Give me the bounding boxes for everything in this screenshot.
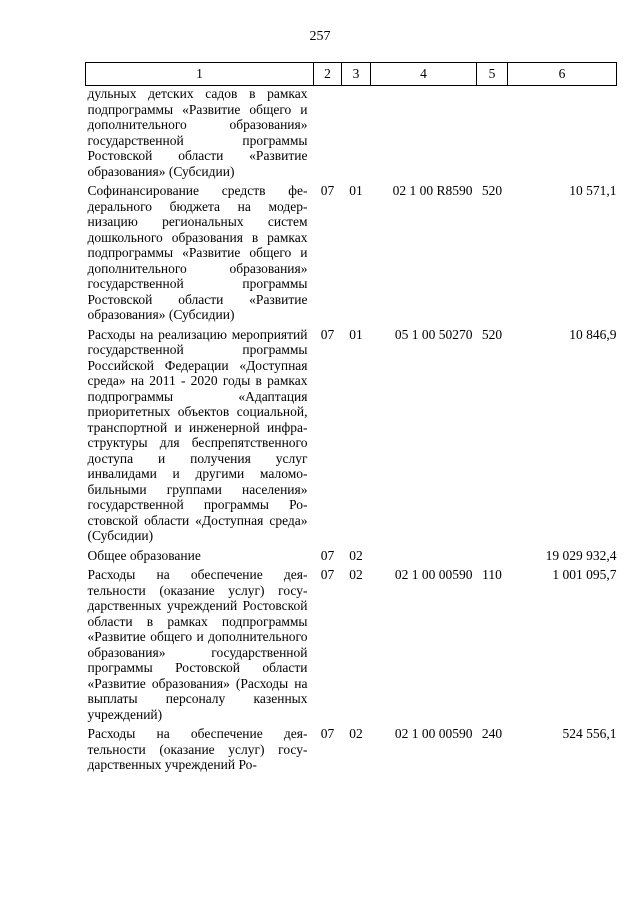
header-col-2: 2 — [314, 63, 342, 86]
table-body — [86, 86, 617, 777]
page-number: 257 — [309, 29, 331, 44]
row-amount: 10 571,1 — [569, 183, 617, 198]
budget-table — [85, 62, 617, 777]
row-subsection: 02 — [349, 567, 363, 582]
table-header — [86, 63, 617, 86]
row-subsection: 01 — [349, 183, 363, 198]
row-target-code — [371, 548, 477, 568]
row-section: 07 — [320, 183, 335, 198]
header-col-6: 6 — [508, 63, 617, 86]
row-description: Расходы на обеспечение деятельности (оказание услуг) государственных учреждений Ростовской области в рамках подпрограммы «Развитие общего и дополнительного образования» государственной программы Ростовской области «Развитие образования» (Расходы на выплаты персоналу казенных учреждений) — [87, 567, 308, 722]
row-amount: 524 556,1 — [562, 726, 617, 741]
header-row — [86, 63, 617, 86]
row-expense-type: 110 — [482, 567, 502, 582]
row-amount: 1 001 095,7 — [552, 567, 617, 582]
row-subsection — [342, 86, 371, 184]
row-description: дульных детских садов в рамках подпрограммы «Развитие общего и дополнительного образования» государственной программы Ростовской области «Развитие образования» (Субсидии) — [87, 86, 308, 179]
row-target-code: 02 1 00 R8590 — [392, 183, 473, 198]
row-amount — [508, 86, 617, 184]
row-description: Общее образование — [87, 547, 201, 563]
row-target-code: 02 1 00 00590 — [394, 567, 473, 582]
table-row — [86, 726, 617, 777]
row-amount: 10 846,9 — [569, 326, 617, 342]
header-col-3: 3 — [342, 63, 371, 86]
header-col-4: 4 — [371, 63, 477, 86]
row-description: Расходы на реализацию мероприятий государственной программы Российской Федерации «Доступная среда» на 2011 - 2020 годы в рамках подпрограммы «Адаптация приоритетных объектов социальной, транспортной и инженерной инфраструктуры для беспрепятственного доступа и получения услуг инвалидами и другими маломобильными группами населения» государственной программы Ростовской области «Доступная среда» (Субсидии) — [87, 326, 308, 543]
table-row — [86, 183, 617, 327]
row-expense-type: 240 — [481, 726, 503, 741]
table-row — [86, 567, 617, 726]
row-section: 07 — [320, 726, 335, 741]
row-expense-type — [477, 548, 508, 568]
table-row — [86, 327, 617, 548]
row-description: Расходы на обеспечение деятельности (оказание услуг) государственных учреждений Ро- — [87, 726, 308, 772]
header-col-1: 1 — [86, 63, 314, 86]
row-description: Софинансирование средств федерального бюджета на модернизацию региональных систем дошкольного образования в рамках подпрограммы «Развитие общего и дополнительного образования» государственной программы Ростовской области «Развитие образования» (Субсидии) — [87, 183, 308, 322]
row-expense-type — [477, 86, 508, 184]
header-col-5: 5 — [477, 63, 508, 86]
table-row — [86, 548, 617, 568]
row-section: 07 — [320, 547, 335, 563]
row-expense-type: 520 — [481, 326, 503, 342]
table-row — [86, 86, 617, 184]
row-amount: 19 029 932,4 — [545, 547, 617, 563]
row-section — [314, 86, 342, 184]
row-expense-type: 520 — [481, 183, 503, 198]
row-subsection: 02 — [349, 726, 363, 741]
row-target-code: 05 1 00 50270 — [394, 326, 473, 342]
row-subsection: 01 — [349, 326, 363, 342]
row-subsection: 02 — [349, 547, 363, 563]
row-target-code — [371, 86, 477, 184]
row-section: 07 — [320, 326, 335, 342]
row-target-code: 02 1 00 00590 — [394, 726, 473, 741]
row-section: 07 — [320, 567, 335, 582]
